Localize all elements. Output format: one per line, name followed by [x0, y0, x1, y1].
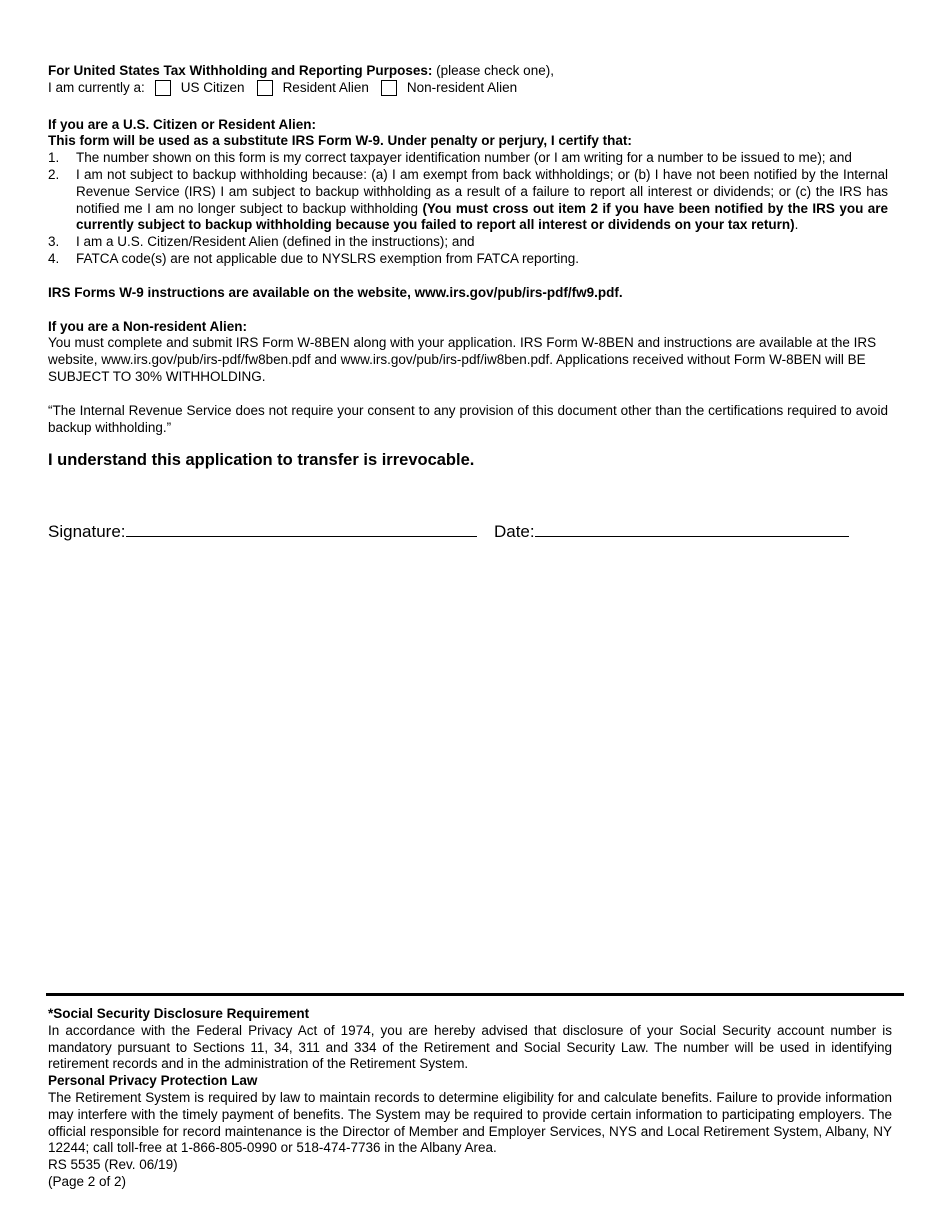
item-number: 4.	[48, 250, 60, 266]
item-number: 1.	[48, 150, 60, 166]
citizen-subheading: This form will be used as a substitute IRS Form W-9. Under penalty or perjury, I certify that:	[48, 133, 632, 149]
list-item	[48, 150, 888, 167]
w9-instructions-note: IRS Forms W-9 instructions are available on the website, www.irs.gov/pub/irs-pdf/fw9.pdf.	[48, 284, 623, 300]
list-item	[48, 167, 888, 234]
item-text: The number shown on this form is my correct taxpayer identification number (or I am writing for a number to be issued to me); and	[76, 150, 852, 166]
tax-heading-rest: (please check one),	[432, 63, 554, 78]
irrevocable-statement: I understand this application to transfer is irrevocable.	[48, 451, 475, 470]
list-item	[48, 251, 888, 268]
citizen-heading: If you are a U.S. Citizen or Resident Alien:	[48, 116, 317, 132]
us-citizen-checkbox[interactable]	[155, 80, 171, 96]
item-number: 3.	[48, 234, 60, 250]
citizenship-options	[48, 80, 888, 97]
date-label: Date:	[493, 522, 535, 541]
non-resident-alien-checkbox[interactable]	[381, 80, 397, 96]
item-text: I am not subject to backup withholding because: (a) I am exempt from back withholdings; or (b) I have not been notified by the Internal Revenue Service (IRS) I am subject to backup withholding as a result of a failure to report all interest or dividends; or (c) the IRS has notified me I am no longer subject to backup withholding	[76, 166, 888, 216]
currently-label: I am currently a:	[48, 79, 145, 95]
date-field[interactable]	[535, 521, 849, 537]
option-non-resident-alien[interactable]	[381, 80, 525, 97]
signature-row	[48, 521, 849, 542]
nonresident-heading: If you are a Non-resident Alien:	[48, 318, 248, 334]
item-tail: .	[794, 217, 799, 233]
resident-alien-label: Resident Alien	[282, 79, 369, 95]
signature-field[interactable]	[126, 521, 477, 537]
item-number: 2.	[48, 166, 60, 182]
option-resident-alien[interactable]	[257, 80, 377, 97]
ssn-disclosure-heading: *Social Security Disclosure Requirement	[48, 1006, 310, 1021]
privacy-law-heading: Personal Privacy Protection Law	[48, 1073, 258, 1089]
form-body	[48, 63, 888, 470]
item-bold-text: (You must cross out item 2 if you have been notified by the IRS you are currently subject to backup withholding because you failed to report all interest or dividends on your tax return)	[76, 200, 888, 233]
nonresident-text: You must complete and submit IRS Form W-8BEN along with your application. IRS Form W-8BEN and instructions are available at the IRS website, www.irs.gov/pub/irs-pdf/fw8ben.pdf and www.irs.gov/pub/irs-pdf/iw8ben.pdf. Applications received without Form W-8BEN will BE SUBJECT TO 30% WITHHOLDING.	[48, 335, 877, 384]
resident-alien-checkbox[interactable]	[257, 80, 273, 96]
page-number: (Page 2 of 2)	[48, 1173, 127, 1189]
form-number: RS 5535 (Rev. 06/19)	[48, 1157, 178, 1173]
consent-quote: “The Internal Revenue Service does not require your consent to any provision of this document other than the certifications required to avoid backup withholding.”	[48, 402, 888, 435]
non-resident-alien-label: Non-resident Alien	[406, 79, 518, 95]
signature-label: Signature:	[48, 522, 126, 541]
footer	[48, 1006, 892, 1191]
tax-heading-bold: For United States Tax Withholding and Reporting Purposes:	[48, 63, 433, 78]
privacy-law-text: The Retirement System is required by law to maintain records to determine eligibility for and calculate benefits. Failure to provide information may interfere with the timely payment of benefits. The System may be required to provide certain information to participating employers. The official responsible for record maintenance is the Director of Member and Employer Services, NYS and Local Retirement System, Albany, NY 12244; call toll-free at 1-866-805-0990 or 518-474-7736 in the Albany Area.	[48, 1089, 892, 1156]
ssn-disclosure-text: In accordance with the Federal Privacy Act of 1974, you are hereby advised that disclosure of your Social Security account number is mandatory pursuant to Sections 11, 34, 311 and 334 of the Retirement and Social Security Law. The number will be used in identifying retirement records and in the administration of the Retirement System.	[48, 1022, 892, 1072]
certification-list	[48, 150, 888, 268]
item-text: FATCA code(s) are not applicable due to NYSLRS exemption from FATCA reporting.	[76, 250, 579, 266]
item-text: I am a U.S. Citizen/Resident Alien (defined in the instructions); and	[76, 234, 475, 250]
list-item	[48, 234, 888, 251]
tax-purpose-heading	[48, 63, 888, 80]
item-text-block	[76, 167, 888, 234]
footer-divider	[46, 993, 904, 996]
us-citizen-label: US Citizen	[180, 79, 245, 95]
option-us-citizen[interactable]	[155, 80, 253, 97]
